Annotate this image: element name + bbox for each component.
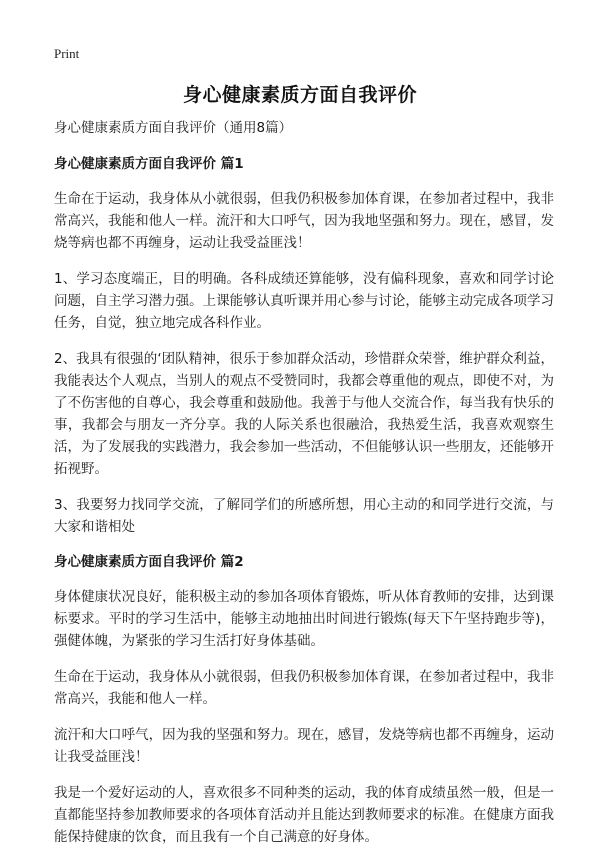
paragraph: 流汗和大口呼气，因为我的坚强和努力。现在，感冒，发烧等病也都不再缠身，运动让我受益匪浅！ — [54, 727, 554, 765]
paragraph: 我是一个爱好运动的人，喜欢很多不同种类的运动，我的体育成绩虽然一般，但是一直都能坚持参加教师要求的各项体育活动并且能达到教师要求的标准。在健康方面我能保持健康的饮食，而且我有一个自己满意的好身体。 — [54, 785, 554, 845]
section-heading: 身心健康素质方面自我评价 篇1 — [54, 156, 244, 172]
section-2 — [54, 552, 554, 848]
paragraph: 1、学习态度端正，目的明确。各科成绩还算能够，没有偏科现象，喜欢和同学讨论问题，自主学习潜力强。上课能够认真听课并用心参与讨论，能够主动完成各项学习任务，自觉，独立地完成各科作业。 — [54, 271, 554, 331]
section-1 — [54, 154, 554, 538]
paragraph: 身体健康状况良好，能积极主动的参加各项体育锻炼，听从体育教师的安排，达到课标要求。平时的学习生活中，能够主动地抽出时间进行锻炼(每天下午坚持跑步等)，强健体魄，为紧张的学习生活打好身体基础。 — [54, 589, 554, 649]
page-title: 身心健康素质方面自我评价 — [182, 84, 417, 106]
paragraph: 2、我具有很强的‘团队精神，很乐于参加群众活动，珍惜群众荣誉，维护群众利益，我能表达个人观点，当别人的观点不受赞同时，我都会尊重他的观点，即使不对，为了不伤害他的自尊心，我会尊重和鼓励他。我善于与他人交流合作，每当我有快乐的事，我都会与朋友一齐分享。我的人际关系也很融洽，我热爱生活，我喜欢观察生活，为了发展我的实践潜力，我会参加一些活动，不但能够认识一些朋友，还能够开拓视野。 — [54, 351, 554, 477]
print-label: Print — [54, 46, 80, 61]
paragraph: 生命在于运动，我身体从小就很弱，但我仍积极参加体育课，在参加者过程中，我非常高兴，我能和他人一样。流汗和大口呼气，因为我地坚强和努力。现在，感冒，发烧等病也都不再缠身，运动让我受益匪浅！ — [54, 191, 554, 251]
paragraph: 3、我要努力找同学交流，了解同学们的所感所想，用心主动的和同学进行交流，与大家和谐相处 — [54, 497, 554, 535]
document-subtitle: 身心健康素质方面自我评价（通用8篇） — [54, 120, 293, 136]
document-body — [54, 118, 554, 862]
paragraph: 生命在于运动，我身体从小就很弱，但我仍积极参加体育课，在参加者过程中，我非常高兴，我能和他人一样。 — [54, 669, 554, 707]
section-heading: 身心健康素质方面自我评价 篇2 — [54, 554, 244, 570]
